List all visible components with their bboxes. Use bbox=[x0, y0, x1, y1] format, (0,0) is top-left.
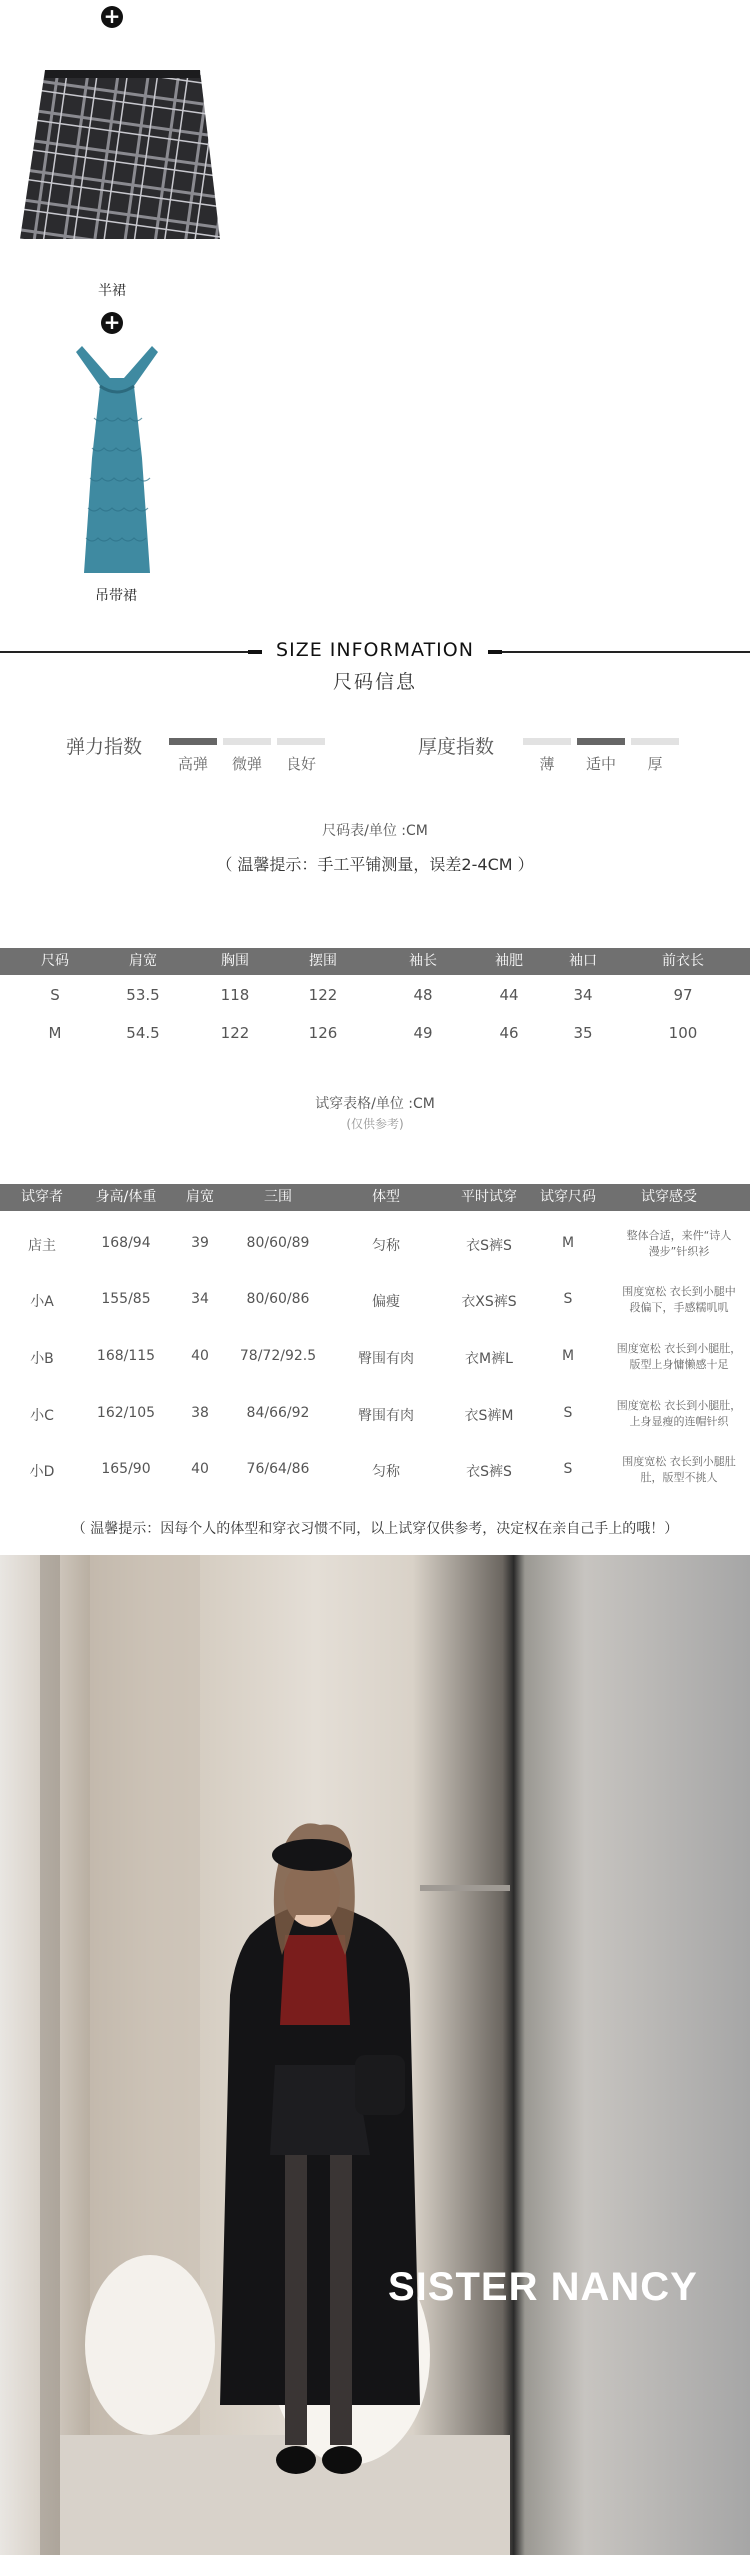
table-cell: 35 bbox=[573, 1024, 593, 1042]
try-feel-line: 上身显瘦的连帽针织 bbox=[629, 1415, 729, 1428]
elastic-seg-good bbox=[277, 738, 325, 745]
table-cell: 39 bbox=[191, 1235, 209, 1251]
table-cell: 48 bbox=[413, 986, 433, 1004]
table-cell: 100 bbox=[668, 1024, 698, 1042]
table-cell: M bbox=[561, 1235, 575, 1251]
try-feel-line: 围度宽松 衣长到小腿肚， bbox=[616, 1342, 742, 1355]
try-feel-line: 版型上身慵懒感十足 bbox=[629, 1358, 729, 1371]
table-cell: 168/115 bbox=[96, 1348, 156, 1364]
elastic-seg-slight bbox=[223, 738, 271, 745]
thickness-index-title: 厚度指数 bbox=[418, 736, 495, 758]
thickness-seg-thick bbox=[631, 738, 679, 745]
thickness-seg-medium bbox=[577, 738, 625, 745]
table-cell: 53.5 bbox=[126, 986, 160, 1004]
table-cell: 34 bbox=[573, 986, 593, 1004]
try-col-header: 三围 bbox=[264, 1189, 292, 1205]
try-col-header: 试穿者 bbox=[21, 1189, 63, 1205]
table-cell: 168/94 bbox=[101, 1235, 151, 1251]
table-cell: 衣M裤L bbox=[465, 1351, 513, 1367]
table-cell: 122 bbox=[220, 1024, 250, 1042]
size-col-header: 前衣长 bbox=[662, 953, 704, 969]
size-col-header: 肩宽 bbox=[129, 953, 157, 969]
section-title-en: SIZE INFORMATION bbox=[276, 639, 474, 661]
elastic-label-high: 高弹 bbox=[177, 755, 208, 773]
table-cell: 匀称 bbox=[372, 1238, 400, 1254]
thickness-label-thin: 薄 bbox=[539, 755, 555, 773]
plaid-skirt-image bbox=[15, 64, 225, 244]
thickness-seg-thin bbox=[523, 738, 571, 745]
try-col-header: 体型 bbox=[372, 1189, 400, 1205]
plus-icon[interactable]: + bbox=[101, 6, 123, 28]
try-sub-note: (仅供参考) bbox=[346, 1117, 404, 1131]
divider-cap-left bbox=[248, 650, 262, 654]
try-table-header bbox=[0, 1184, 750, 1211]
size-col-header: 袖肥 bbox=[495, 953, 523, 969]
table-cell: 80/60/86 bbox=[246, 1291, 310, 1307]
table-cell: 38 bbox=[191, 1405, 209, 1421]
elastic-label-slight: 微弹 bbox=[231, 755, 262, 773]
model-illustration bbox=[0, 1555, 750, 2555]
section-divider-left bbox=[0, 651, 262, 653]
table-cell: 衣S裤S bbox=[466, 1464, 512, 1480]
table-cell: 122 bbox=[308, 986, 338, 1004]
size-col-header: 胸围 bbox=[221, 953, 249, 969]
product-caption-dress: 吊带裙 bbox=[95, 588, 137, 604]
table-cell: M bbox=[561, 1348, 575, 1364]
table-cell: 衣S裤M bbox=[464, 1408, 514, 1424]
size-col-header: 袖口 bbox=[569, 953, 597, 969]
table-cell: 165/90 bbox=[101, 1461, 151, 1477]
table-cell: 80/60/89 bbox=[246, 1235, 310, 1251]
table-cell: 小C bbox=[30, 1408, 54, 1424]
try-feel-line: 围度宽松 衣长到小腿中 bbox=[622, 1285, 736, 1298]
table-cell: 49 bbox=[413, 1024, 433, 1042]
try-feel-line: 围度宽松 衣长到小腿肚， bbox=[616, 1399, 742, 1412]
size-col-header: 袖长 bbox=[409, 953, 437, 969]
table-cell: 小D bbox=[29, 1464, 55, 1480]
try-col-header: 试穿感受 bbox=[641, 1189, 697, 1205]
table-cell: 162/105 bbox=[96, 1405, 156, 1421]
table-cell: 店主 bbox=[28, 1238, 56, 1254]
table-cell: 偏瘦 bbox=[372, 1294, 400, 1310]
model-photo bbox=[0, 1555, 750, 2555]
table-cell: 匀称 bbox=[372, 1464, 400, 1480]
try-col-header: 肩宽 bbox=[186, 1189, 214, 1205]
table-cell: 46 bbox=[499, 1024, 519, 1042]
elastic-seg-high bbox=[169, 738, 217, 745]
table-cell: 76/64/86 bbox=[246, 1461, 310, 1477]
plus-icon[interactable]: + bbox=[101, 312, 123, 334]
divider-cap-right bbox=[488, 650, 502, 654]
try-feel-line: 段偏下，手感糯叽叽 bbox=[629, 1301, 729, 1314]
table-cell: 126 bbox=[308, 1024, 338, 1042]
elastic-label-good: 良好 bbox=[285, 755, 316, 773]
table-cell: S bbox=[50, 986, 60, 1004]
try-feel-line: 漫步”针织衫 bbox=[648, 1245, 710, 1258]
brand-watermark: SISTER NANCY bbox=[388, 2265, 698, 2309]
try-feel-line: 整体合适，来件“诗人 bbox=[626, 1229, 732, 1242]
table-cell: S bbox=[563, 1461, 573, 1477]
try-unit-note: 试穿表格/单位 :CM bbox=[315, 1096, 435, 1112]
table-cell: 97 bbox=[673, 986, 693, 1004]
product-caption-skirt: 半裙 bbox=[98, 283, 126, 299]
size-col-header: 尺码 bbox=[41, 953, 69, 969]
size-tip-note: （ 温馨提示：手工平铺测量，误差2-4CM ） bbox=[216, 855, 534, 874]
thickness-label-medium: 适中 bbox=[585, 755, 616, 773]
try-feel-line: 围度宽松 衣长到小腿肚 bbox=[622, 1455, 736, 1468]
size-table-header bbox=[0, 948, 750, 975]
try-feel-line: 肚，版型不挑人 bbox=[640, 1471, 718, 1484]
table-cell: 118 bbox=[220, 986, 250, 1004]
table-cell: S bbox=[563, 1405, 573, 1421]
try-col-header: 平时试穿 bbox=[461, 1189, 517, 1205]
table-cell: 54.5 bbox=[126, 1024, 160, 1042]
table-cell: 84/66/92 bbox=[246, 1405, 310, 1421]
thickness-label-thick: 厚 bbox=[647, 755, 663, 773]
table-cell: M bbox=[48, 1024, 62, 1042]
table-cell: 衣S裤S bbox=[466, 1238, 512, 1254]
table-cell: 44 bbox=[499, 986, 519, 1004]
table-cell: 155/85 bbox=[101, 1291, 151, 1307]
try-col-header: 身高/体重 bbox=[95, 1189, 157, 1205]
section-divider-right bbox=[502, 651, 750, 653]
try-col-header: 试穿尺码 bbox=[540, 1189, 596, 1205]
elastic-index-title: 弹力指数 bbox=[66, 736, 143, 758]
table-cell: 小A bbox=[30, 1294, 54, 1310]
halter-dress-image bbox=[62, 338, 172, 578]
table-cell: 34 bbox=[191, 1291, 209, 1307]
section-title-cn: 尺码信息 bbox=[332, 671, 417, 693]
table-cell: S bbox=[563, 1291, 573, 1307]
table-cell: 臀围有肉 bbox=[358, 1408, 414, 1424]
table-cell: 臀围有肉 bbox=[358, 1351, 414, 1367]
size-unit-note: 尺码表/单位 :CM bbox=[322, 823, 428, 839]
table-cell: 小B bbox=[30, 1351, 54, 1367]
table-cell: 衣XS裤S bbox=[461, 1294, 517, 1310]
table-cell: 40 bbox=[191, 1348, 209, 1364]
try-on-disclaimer: （ 温馨提示：因每个人的体型和穿衣习惯不同，以上试穿仅供参考，决定权在亲自己手上的哦！） bbox=[71, 1521, 679, 1537]
table-cell: 78/72/92.5 bbox=[239, 1348, 317, 1364]
table-cell: 40 bbox=[191, 1461, 209, 1477]
size-col-header: 摆围 bbox=[309, 953, 337, 969]
